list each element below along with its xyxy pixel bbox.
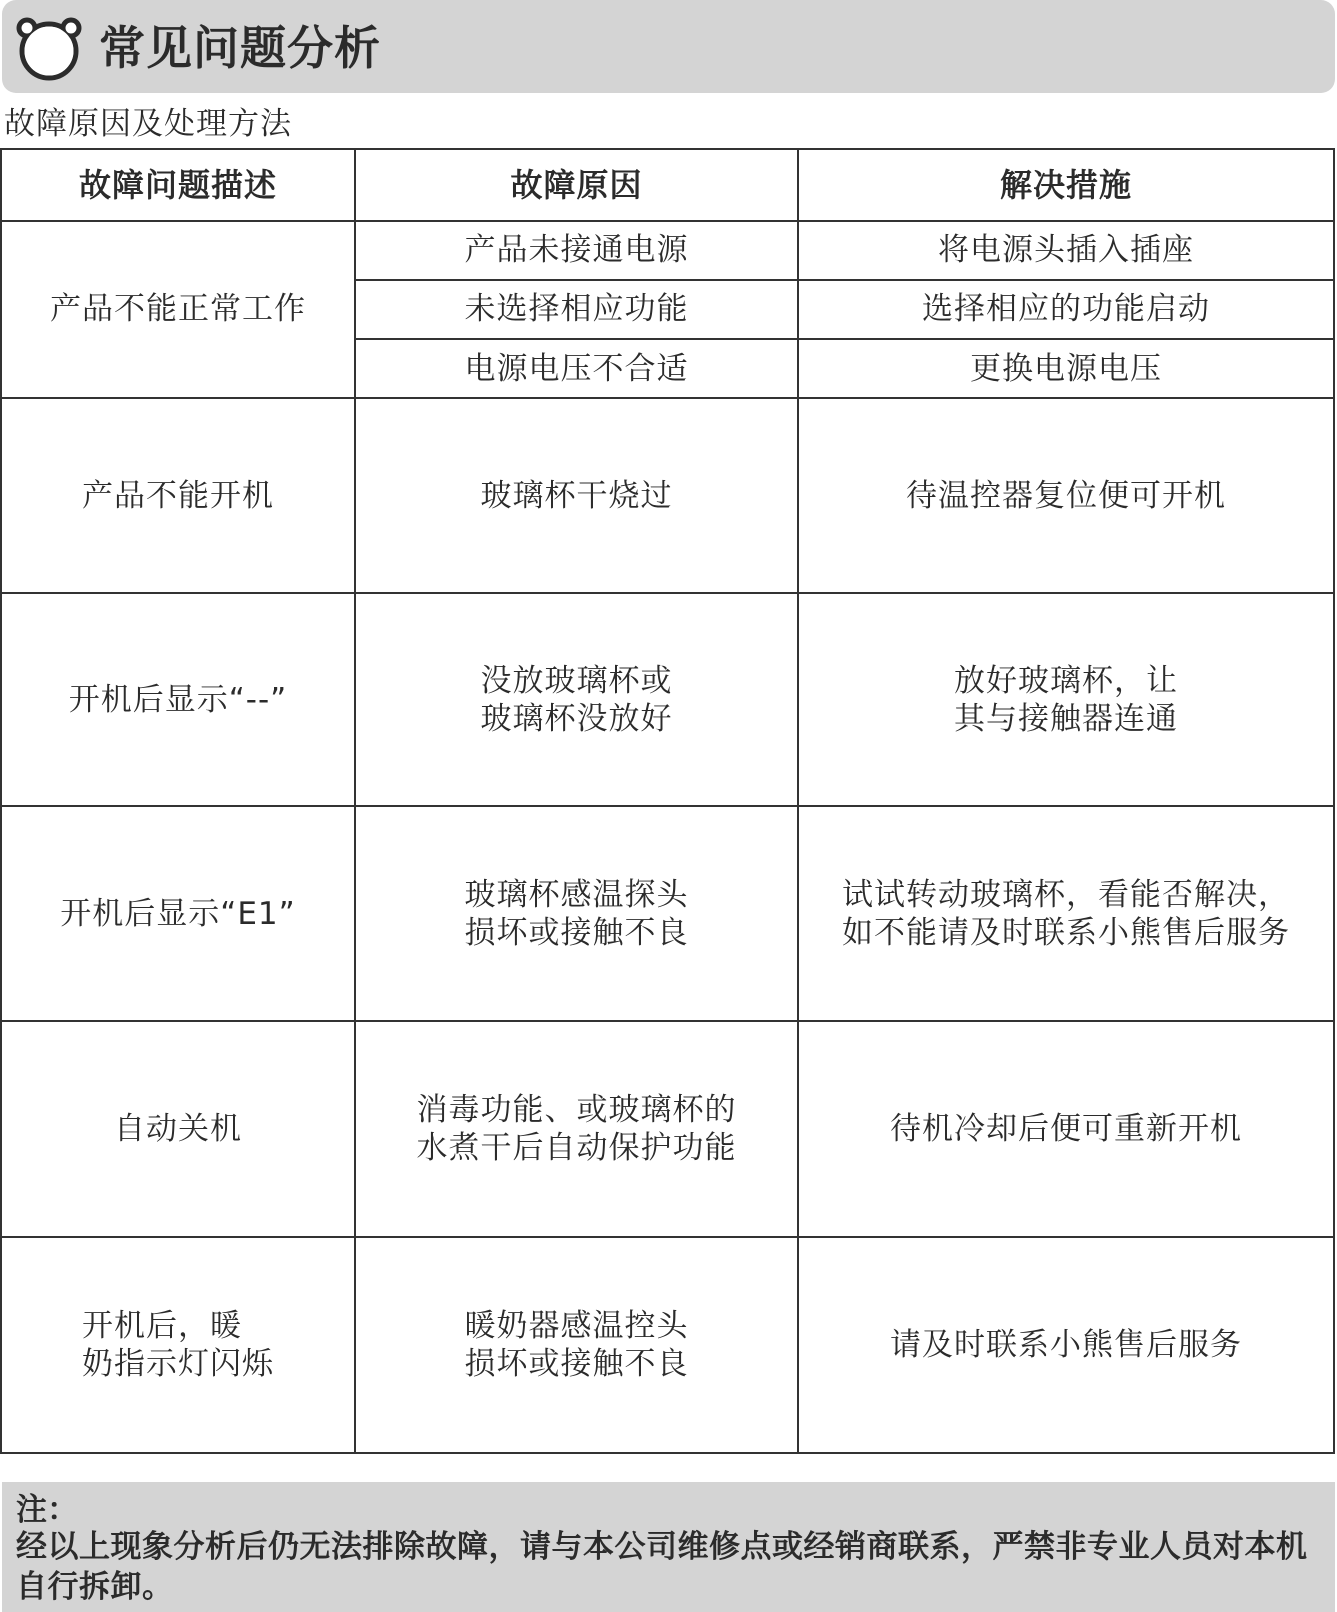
problem-cell: 产品不能开机 xyxy=(1,398,355,593)
cause-cell: 玻璃杯感温探头 损坏或接触不良 xyxy=(355,806,798,1021)
problem-cell: 开机后显示“E1” xyxy=(1,806,355,1021)
cause-cell: 暖奶器感温控头 损坏或接触不良 xyxy=(355,1237,798,1453)
problem-cell: 开机后，暖 奶指示灯闪烁 xyxy=(1,1237,355,1453)
cause-cell: 未选择相应功能 xyxy=(355,280,798,340)
problem-cell: 开机后显示“--” xyxy=(1,593,355,806)
bear-head-icon xyxy=(16,16,82,82)
cause-cell: 没放玻璃杯或 玻璃杯没放好 xyxy=(355,593,798,806)
cause-cell: 玻璃杯干烧过 xyxy=(355,398,798,593)
troubleshooting-table xyxy=(0,148,1335,1454)
solution-cell: 放好玻璃杯，让 其与接触器连通 xyxy=(798,593,1334,806)
solution-cell: 待机冷却后便可重新开机 xyxy=(798,1021,1334,1237)
problem-cell: 产品不能正常工作 xyxy=(1,221,355,398)
solution-cell: 选择相应的功能启动 xyxy=(798,280,1334,340)
note-body: 经以上现象分析后仍无法排除故障，请与本公司维修点或经销商联系，严禁非专业人员对本机自行拆卸。 xyxy=(16,1529,1308,1605)
solution-cell: 试试转动玻璃杯，看能否解决， 如不能请及时联系小熊售后服务 xyxy=(798,806,1334,1021)
table-row xyxy=(1,593,1334,806)
cause-cell: 产品未接通电源 xyxy=(355,221,798,280)
table-row xyxy=(1,221,1334,280)
cause-cell: 电源电压不合适 xyxy=(355,339,798,398)
table-row xyxy=(1,806,1334,1021)
note-title: 注： xyxy=(16,1492,78,1528)
solution-cell: 待温控器复位便可开机 xyxy=(798,398,1334,593)
table-caption: 故障原因及处理方法 xyxy=(4,106,292,142)
table-row xyxy=(1,1021,1334,1237)
page-title: 常见问题分析 xyxy=(99,21,381,75)
section-header xyxy=(2,0,1335,93)
column-header-cause: 故障原因 xyxy=(355,149,798,221)
problem-cell: 自动关机 xyxy=(1,1021,355,1237)
solution-cell: 更换电源电压 xyxy=(798,339,1334,398)
column-header-problem: 故障问题描述 xyxy=(1,149,355,221)
solution-cell: 将电源头插入插座 xyxy=(798,221,1334,280)
cause-cell: 消毒功能、或玻璃杯的 水煮干后自动保护功能 xyxy=(355,1021,798,1237)
note-box xyxy=(2,1482,1335,1612)
table-row xyxy=(1,1237,1334,1453)
table-header-row xyxy=(1,149,1334,221)
table-row xyxy=(1,398,1334,593)
solution-cell: 请及时联系小熊售后服务 xyxy=(798,1237,1334,1453)
column-header-solution: 解决措施 xyxy=(798,149,1334,221)
